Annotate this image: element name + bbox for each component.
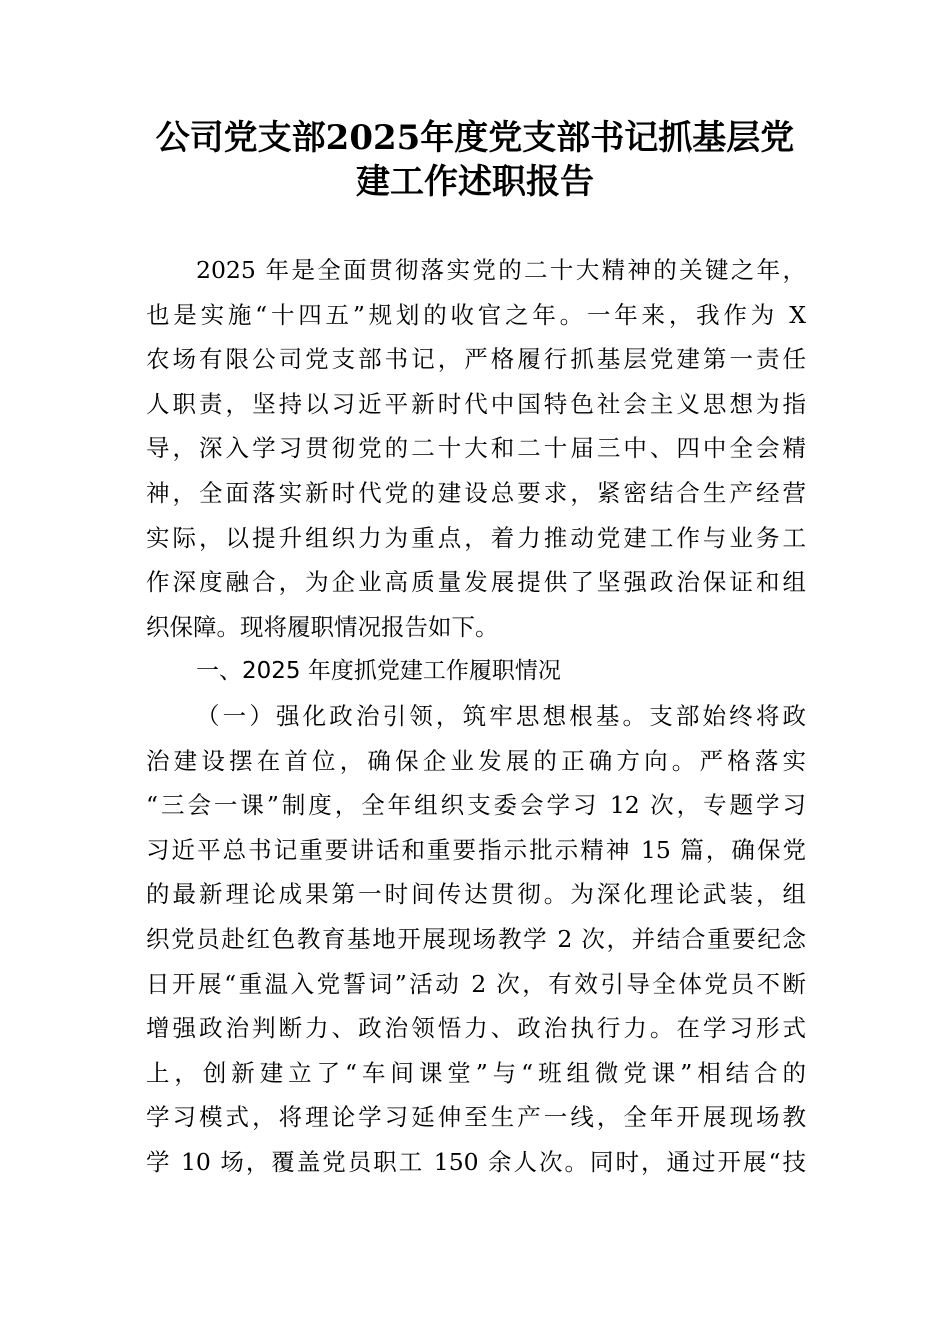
section1-line: 习近平总书记重要讲话和重要指示批示精神 15 篇，确保党 (146, 835, 806, 864)
section1-line: 学习模式，将理论学习延伸至生产一线，全年开展现场教 (146, 1103, 806, 1132)
intro-line: 2025 年是全面贯彻落实党的二十大精神的关键之年， (196, 256, 806, 284)
section1-line: 上，创新建立了“车间课堂”与“班组微党课”相结合的 (146, 1058, 806, 1087)
section1-line: 学 10 场，覆盖党员职工 150 余人次。同时，通过开展“技 (146, 1147, 806, 1176)
section1-line: 的最新理论成果第一时间传达贯彻。为深化理论武装，组 (146, 880, 806, 909)
intro-line: 作深度融合，为企业高质量发展提供了坚强政治保证和组 (146, 568, 806, 597)
section1-line: 日开展“重温入党誓词”活动 2 次，有效引导全体党员不断 (146, 969, 806, 998)
intro-line: 农场有限公司党支部书记，严格履行抓基层党建第一责任 (146, 345, 806, 374)
document-body (146, 248, 806, 1184)
intro-line: 导，深入学习贯彻党的二十大和二十届三中、四中全会精 (146, 434, 806, 463)
intro-line: 织保障。现将履职情况报告如下。 (146, 612, 499, 641)
title-line-1: 公司党支部2025年度党支部书记抓基层党 (155, 118, 795, 158)
intro-line: 实际，以提升组织力为重点，着力推动党建工作与业务工 (146, 523, 806, 552)
section-heading: 一、2025 年度抓党建工作履职情况 (196, 658, 561, 685)
intro-line: 也是实施“十四五”规划的收官之年。一年来，我作为 X (146, 300, 806, 329)
section1-line: （一）强化政治引领，筑牢思想根基。支部始终将政 (196, 701, 806, 730)
document-title (120, 116, 830, 204)
intro-line: 神，全面落实新时代党的建设总要求，紧密结合生产经营 (146, 478, 806, 507)
section1-line: 增强政治判断力、政治领悟力、政治执行力。在学习形式 (146, 1014, 806, 1043)
title-line-2: 建工作述职报告 (356, 162, 594, 202)
intro-line: 人职责，坚持以习近平新时代中国特色社会主义思想为指 (146, 389, 806, 418)
section1-line: 织党员赴红色教育基地开展现场教学 2 次，并结合重要纪念 (146, 924, 806, 953)
section1-line: “三会一课”制度，全年组织支委会学习 12 次，专题学习 (146, 791, 806, 820)
section1-line: 治建设摆在首位，确保企业发展的正确方向。严格落实 (146, 746, 806, 775)
